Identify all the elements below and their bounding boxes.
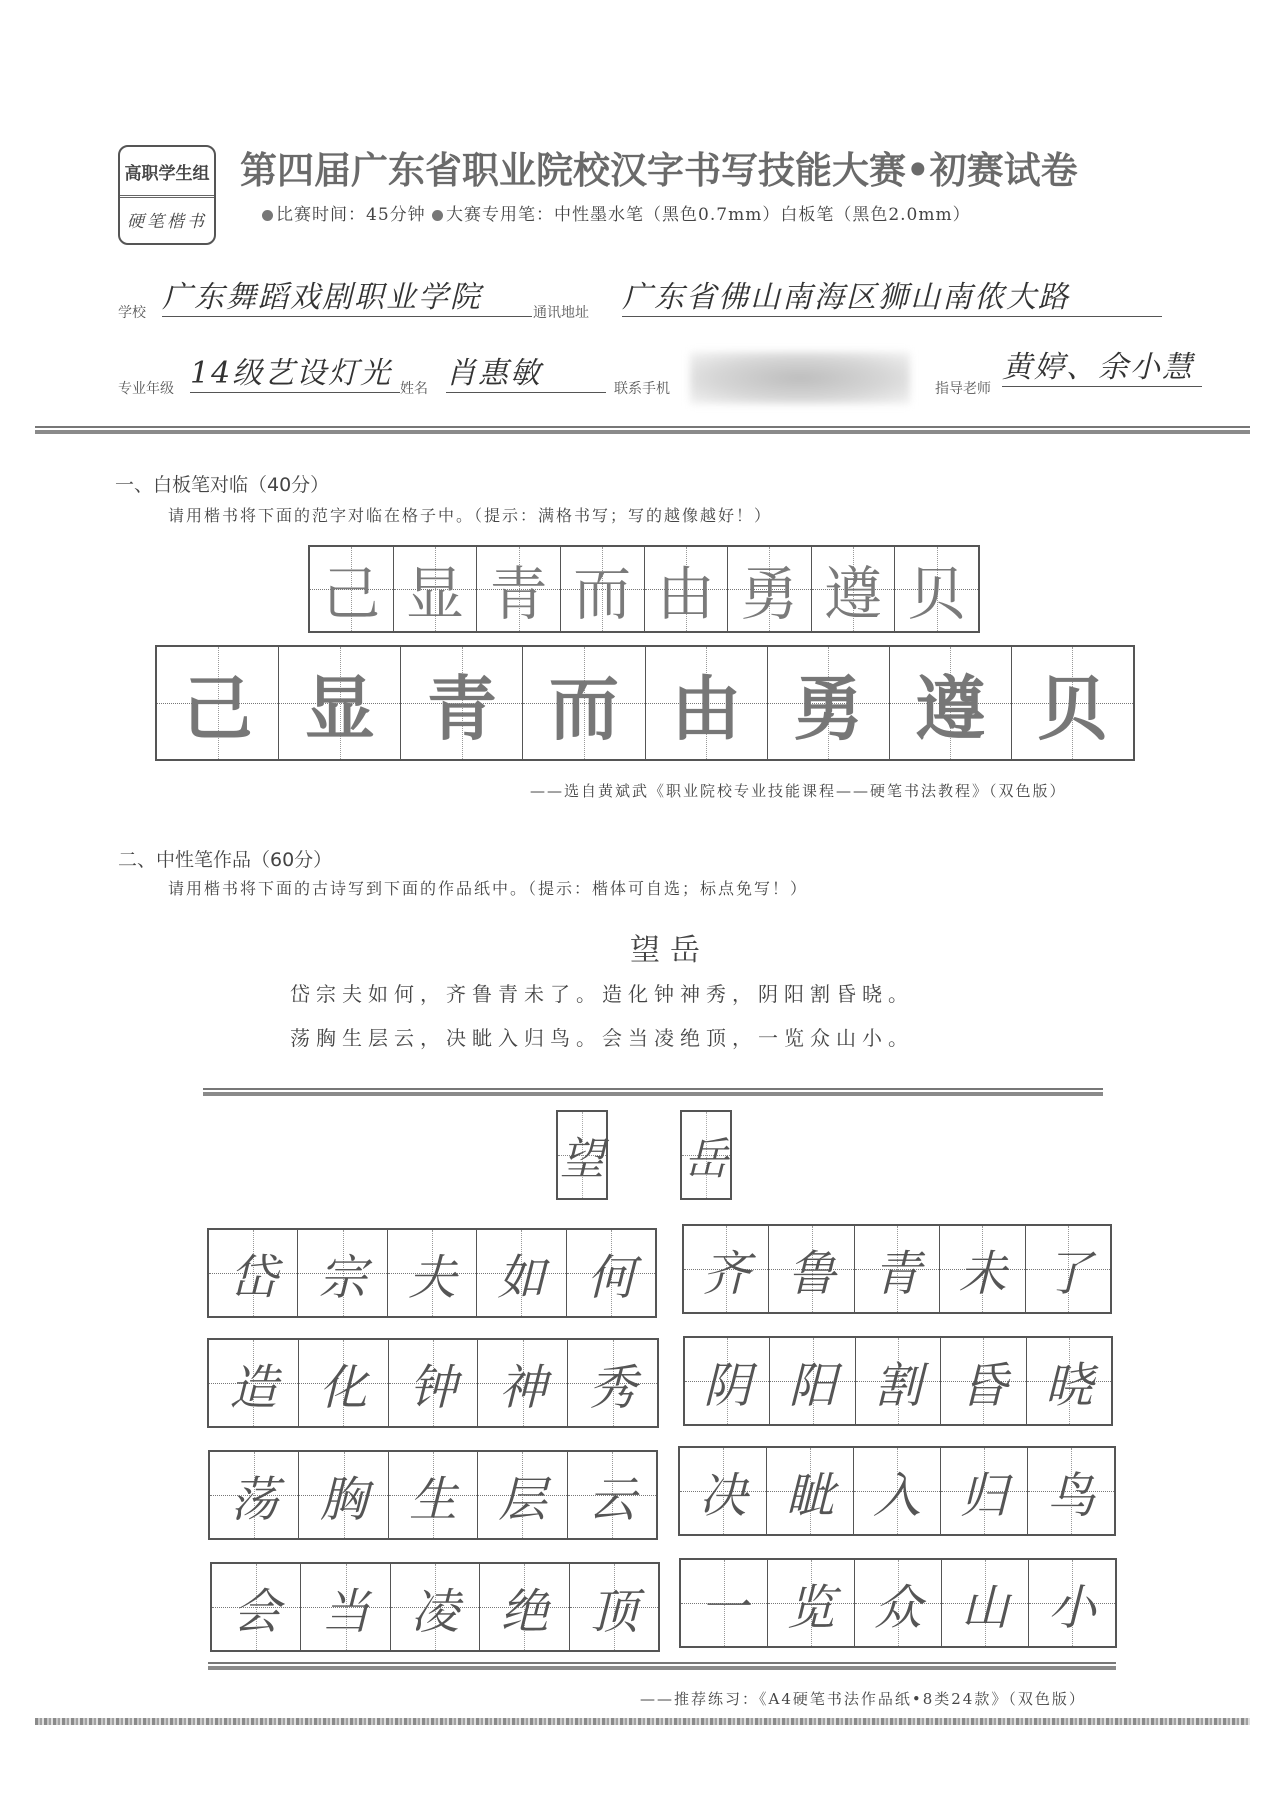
work-cell[interactable]: 归 (941, 1448, 1028, 1534)
exam-title: 第四届广东省职业院校汉字书写技能大赛•初赛试卷 (240, 149, 1078, 192)
section2-footer-credit: ——推荐练习：《A4硬笔书法作品纸•8类24款》（双色版） (640, 1690, 1086, 1708)
teacher-label: 指导老师 (935, 381, 991, 397)
work-cell[interactable]: 神 (478, 1340, 568, 1426)
copy-cell[interactable]: 显 (279, 647, 401, 759)
model-cell: 贝 (895, 547, 978, 631)
work-paper-top-divider (203, 1088, 1103, 1096)
exam-subtitle (262, 200, 971, 225)
work-row-right[interactable] (683, 1336, 1113, 1426)
work-cell[interactable]: 秀 (568, 1340, 657, 1426)
work-cell[interactable]: 眦 (767, 1448, 854, 1534)
model-cell: 显 (394, 547, 478, 631)
work-cell[interactable]: 阴 (685, 1338, 770, 1424)
section2-heading: 二、中性笔作品（60分） (118, 849, 333, 871)
work-cell[interactable]: 昏 (941, 1338, 1026, 1424)
section1-heading: 一、白板笔对临（40分） (115, 474, 330, 496)
work-cell[interactable]: 了 (1026, 1226, 1110, 1312)
model-cell: 而 (561, 547, 645, 631)
model-cell: 勇 (728, 547, 812, 631)
work-cell[interactable]: 宗 (298, 1230, 387, 1316)
work-cell[interactable]: 会 (212, 1564, 301, 1650)
model-character-grid (308, 545, 980, 633)
work-cell[interactable]: 顶 (570, 1564, 658, 1650)
copy-cell[interactable]: 勇 (768, 647, 890, 759)
name-label: 姓名 (400, 381, 428, 397)
work-cell[interactable]: 未 (940, 1226, 1025, 1312)
work-cell[interactable]: 山 (942, 1560, 1029, 1646)
badge-group-label: 高职学生组 (120, 147, 214, 198)
name-field[interactable]: 肖惠敏 (446, 356, 606, 393)
poem-line-1: 岱宗夫如何，齐鲁青未了。造化钟神秀，阴阳割昏晓。 (290, 982, 914, 1006)
copy-cell[interactable]: 遵 (890, 647, 1012, 759)
teacher-field[interactable]: 黄婷、余小慧 (1002, 350, 1202, 387)
exam-time: 比赛时间：45分钟 (276, 205, 426, 225)
work-cell[interactable]: 何 (567, 1230, 655, 1316)
work-row-left[interactable] (207, 1228, 657, 1318)
page-bottom-border (35, 1718, 1250, 1725)
bullet-icon (262, 210, 273, 221)
work-paper-bottom-divider (208, 1662, 1116, 1670)
work-cell[interactable]: 入 (854, 1448, 941, 1534)
work-row-right[interactable] (682, 1224, 1112, 1314)
copy-cell[interactable]: 青 (401, 647, 523, 759)
work-title-box[interactable]: 岳 (680, 1110, 732, 1200)
work-cell[interactable]: 绝 (480, 1564, 569, 1650)
work-cell[interactable]: 鸟 (1028, 1448, 1114, 1534)
work-cell[interactable]: 云 (568, 1452, 656, 1538)
work-cell[interactable]: 晓 (1027, 1338, 1111, 1424)
work-cell[interactable]: 生 (389, 1452, 478, 1538)
copy-cell[interactable]: 贝 (1012, 647, 1133, 759)
work-title-box[interactable]: 望 (556, 1110, 608, 1200)
section2-instruction: 请用楷书将下面的古诗写到下面的作品纸中。（提示：楷体可自选；标点免写！） (168, 879, 809, 898)
school-label: 学校 (118, 305, 146, 321)
work-row-right[interactable] (679, 1558, 1117, 1648)
header-divider (35, 426, 1250, 434)
work-row-left[interactable] (210, 1562, 660, 1652)
work-cell[interactable]: 胸 (299, 1452, 388, 1538)
school-field[interactable]: 广东舞蹈戏剧职业学院 (162, 280, 532, 317)
address-field[interactable]: 广东省佛山南海区狮山南侬大路 (622, 280, 1162, 317)
work-row-left[interactable] (208, 1450, 658, 1540)
badge-category-label: 硬笔楷书 (127, 211, 207, 232)
work-cell[interactable]: 青 (855, 1226, 940, 1312)
work-cell[interactable]: 造 (209, 1340, 299, 1426)
model-cell: 青 (477, 547, 561, 631)
poem-line-2: 荡胸生层云，决眦入归鸟。会当凌绝顶，一览众山小。 (290, 1026, 914, 1050)
work-cell[interactable]: 阳 (770, 1338, 855, 1424)
copy-cell[interactable]: 己 (157, 647, 279, 759)
bullet-icon (432, 210, 443, 221)
work-cell[interactable]: 齐 (684, 1226, 769, 1312)
copy-character-grid[interactable] (155, 645, 1135, 761)
group-badge (118, 145, 216, 245)
phone-field-redacted[interactable] (690, 352, 910, 404)
phone-label: 联系手机 (614, 381, 670, 397)
copy-cell[interactable]: 而 (523, 647, 645, 759)
work-cell[interactable]: 割 (856, 1338, 941, 1424)
work-cell[interactable]: 当 (301, 1564, 390, 1650)
major-label: 专业年级 (118, 381, 174, 397)
model-cell: 遵 (812, 547, 896, 631)
address-label: 通讯地址 (533, 305, 589, 321)
work-cell[interactable]: 化 (299, 1340, 389, 1426)
major-field[interactable]: 14级艺设灯光 (190, 356, 400, 393)
work-cell[interactable]: 小 (1029, 1560, 1115, 1646)
work-cell[interactable]: 一 (681, 1560, 768, 1646)
exam-pens: 大赛专用笔：中性墨水笔（黑色0.7mm）白板笔（黑色2.0mm） (446, 205, 971, 225)
work-cell[interactable]: 决 (680, 1448, 767, 1534)
work-row-right[interactable] (678, 1446, 1116, 1536)
work-cell[interactable]: 如 (477, 1230, 566, 1316)
model-cell: 由 (645, 547, 729, 631)
work-cell[interactable]: 层 (478, 1452, 567, 1538)
work-cell[interactable]: 凌 (391, 1564, 480, 1650)
work-row-left[interactable] (207, 1338, 659, 1428)
section1-instruction: 请用楷书将下面的范字对临在格子中。（提示：满格书写；写的越像越好！） (168, 506, 773, 525)
work-cell[interactable]: 荡 (210, 1452, 299, 1538)
section1-credit: ——选自黄斌武《职业院校专业技能课程——硬笔书法教程》（双色版） (530, 782, 1067, 800)
poem-title: 望岳 (630, 933, 710, 968)
work-cell[interactable]: 岱 (209, 1230, 298, 1316)
work-cell[interactable]: 钟 (389, 1340, 479, 1426)
model-cell: 己 (310, 547, 394, 631)
work-cell[interactable]: 夫 (388, 1230, 477, 1316)
copy-cell[interactable]: 由 (646, 647, 768, 759)
work-cell[interactable]: 鲁 (769, 1226, 854, 1312)
work-cell[interactable]: 众 (855, 1560, 942, 1646)
work-cell[interactable]: 览 (768, 1560, 855, 1646)
